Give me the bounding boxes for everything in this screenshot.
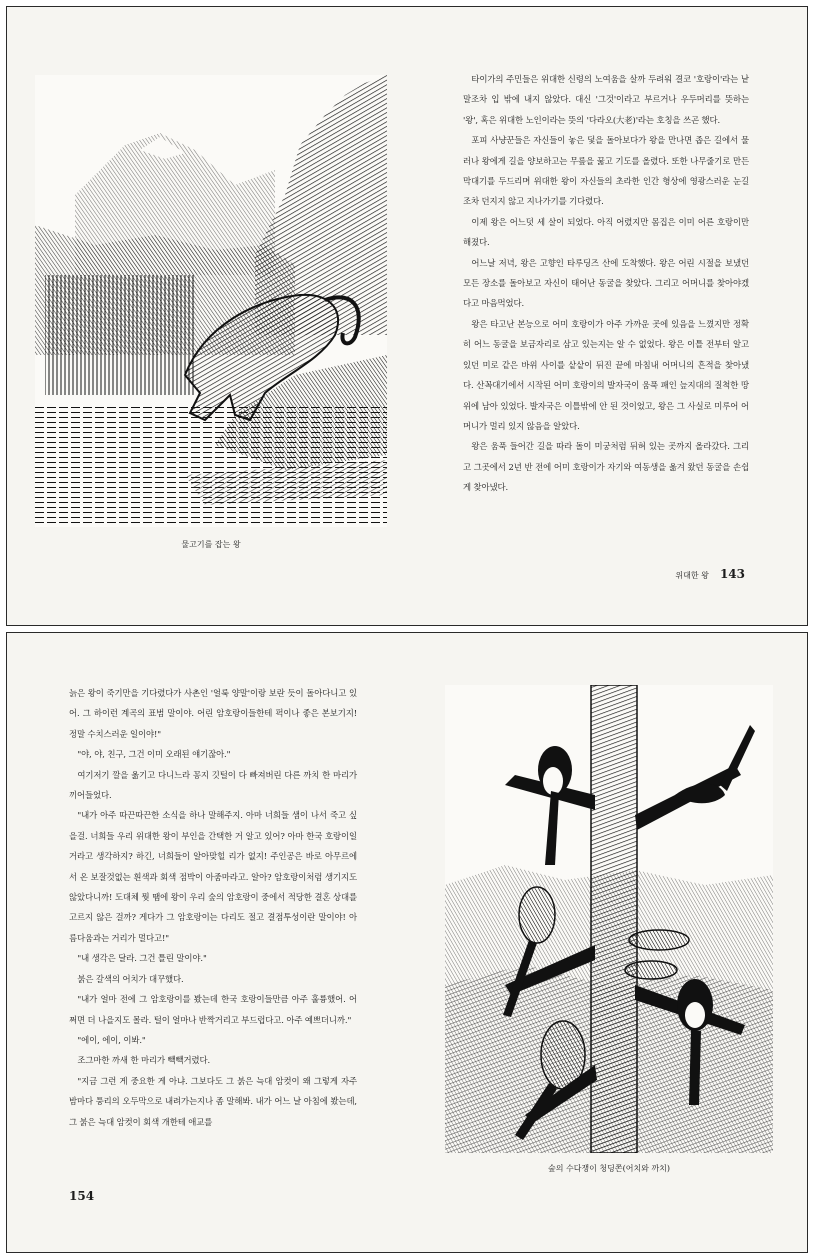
paragraph: "야, 야, 친구, 그건 이미 오래된 얘기잖아." — [77, 749, 231, 760]
page-number: 154 — [69, 1189, 95, 1203]
illustration-caption: 물고기를 잡는 왕 — [181, 540, 241, 549]
body-text — [463, 69, 749, 498]
paragraph: "내 생각은 달라. 그건 틀린 말이야." — [77, 953, 207, 964]
paragraph: 조그마한 까새 한 마리가 빽빽거렸다. — [77, 1055, 211, 1066]
top-page-spread — [6, 6, 808, 626]
paragraph: 이제 왕은 어느덧 세 살이 되었다. 아직 어렸지만 몸집은 이미 어른 호랑이만 해졌다. — [463, 216, 749, 248]
paragraph: 왕은 움푹 들어간 길을 따라 돌이 미궁처럼 뒤혀 있는 곳까지 올라갔다. 그리고 그곳에서 2년 반 전에 어미 호랑이가 자기와 여동생을 옮겨 왔던 동굴을 손쉽게 찾아냈다. — [463, 441, 749, 493]
page-footer — [675, 563, 745, 582]
bottom-page-spread — [6, 632, 808, 1253]
body-text — [69, 683, 357, 1132]
page-number: 143 — [719, 567, 745, 581]
paragraph: 늙은 왕이 죽기만을 기다렸다가 사촌인 '얼룩 양말'이랑 보란 듯이 돌아다니고 있어. 그 하이런 계곡의 표범 말이야. 어린 암호랑이들한테 퍽이나 좋은 본보기지! 정말 수치스러운 일이야!" — [69, 688, 357, 739]
paragraph: 타이가의 주민들은 위대한 신령의 노여움을 살까 두려워 결코 '호랑이'라는 낱말조차 입 밖에 내지 않았다. 대신 '그것'이라고 부르거나 우두머리를 뜻하는 '왕', 혹은 위대한 노인이라는 뜻의 '다라오(大老)'라는 호칭을 쓰곤 했다. — [463, 74, 749, 125]
paragraph: "내가 얼마 전에 그 암호랑이를 봤는데 한국 호랑이들만큼 아주 훌륭했어. 어쩌면 더 나을지도 몰라. 털이 얼마나 반짝거리고 부드럽다고. 아주 예쁘더니까." — [69, 994, 357, 1025]
illustration-caption: 숲의 수다쟁이 청딩쫀(어치와 까치) — [547, 1164, 671, 1173]
paragraph: "에이, 에이, 이봐." — [77, 1034, 146, 1045]
paragraph: 포피 사냥꾼들은 자신들이 놓은 덫을 돌아보다가 왕을 만나면 좁은 길에서 물러나 왕에게 길을 양보하고는 무릎을 꿇고 기도를 올렸다. 또한 나무줄기로 만든 막대기를 두드리며 위대한 왕이 자신들의 초라한 인간 형상에 영광스러운 눈길조차 던지지 않고 지나가기를 기다렸다. — [463, 135, 749, 207]
paragraph: "내가 아주 따끈따끈한 소식을 하나 말해주지. 아마 너희들 샘이 나서 죽고 싶을걸. 너희들 우리 위대한 왕이 부인을 간택한 거 알고 있어? 아마 한국 호랑이일 거라고 생각하지? 하긴, 너희들이 알아맞힐 리가 없지! 주인공은 바로 아무르에서 온 보잘것없는 흰색과 회색 점박이 아줌마라고. 알아? 암호랑이처럼 생기지도 않았다니까! 도대체 뭣 땜에 왕이 우리 숲의 암호랑이 중에서 적당한 결혼 상대를 고르지 않은 걸까? 게다가 그 암호랑이는 다리도 절고 결점투성이란 말이야! 아름다움과는 거리가 멀다고!" — [69, 810, 357, 943]
paragraph: "지금 그런 게 중요한 게 아냐. 그보다도 그 붉은 늑대 암컷이 왜 그렇게 자주 밤마다 퉁리의 오두막으로 내려가는지나 좀 말해봐. 내가 어느 날 아침에 봤는데, 그 붉은 늑대 암컷이 회색 개한테 애교를 — [69, 1075, 357, 1127]
fishing-tiger-illustration — [35, 75, 387, 527]
paragraph: 왕은 타고난 본능으로 어미 호랑이가 아주 가까운 곳에 있음을 느꼈지만 정확히 어느 동굴을 보금자리로 삼고 있는지는 알 수 없었다. 왕은 이틀 전부터 알고 있던 미로 같은 바위 사이를 샅샅이 뒤진 끝에 마침내 어머니의 흔적을 찾아냈다. 산꼭대기에서 시작된 어미 호랑이의 발자국이 움푹 패인 늪지대의 질척한 땅 위에 남아 있었다. 발자국은 이틀밖에 안 된 것이었고, 왕은 그 사실로 미루어 어머니가 멀리 있지 않음을 알았다. — [463, 318, 749, 431]
paragraph: 어느날 저녁, 왕은 고향인 타루딩즈 산에 도착했다. 왕은 어린 시절을 보냈던 모든 장소를 돌아보고 자신이 태어난 동굴을 찾았다. 그리고 어머니를 찾아야겠다고 마음먹었다. — [463, 257, 749, 309]
running-title: 위대한 왕 — [675, 571, 709, 580]
paragraph: 여기저기 깔을 옮기고 다니느라 꽁지 깃털이 다 빠져버린 다른 까치 한 마리가 끼어들었다. — [69, 769, 357, 801]
page-footer — [69, 1185, 94, 1204]
jay-magpie-illustration — [445, 685, 773, 1153]
paragraph: 붉은 갈색의 어치가 대꾸했다. — [77, 973, 184, 984]
